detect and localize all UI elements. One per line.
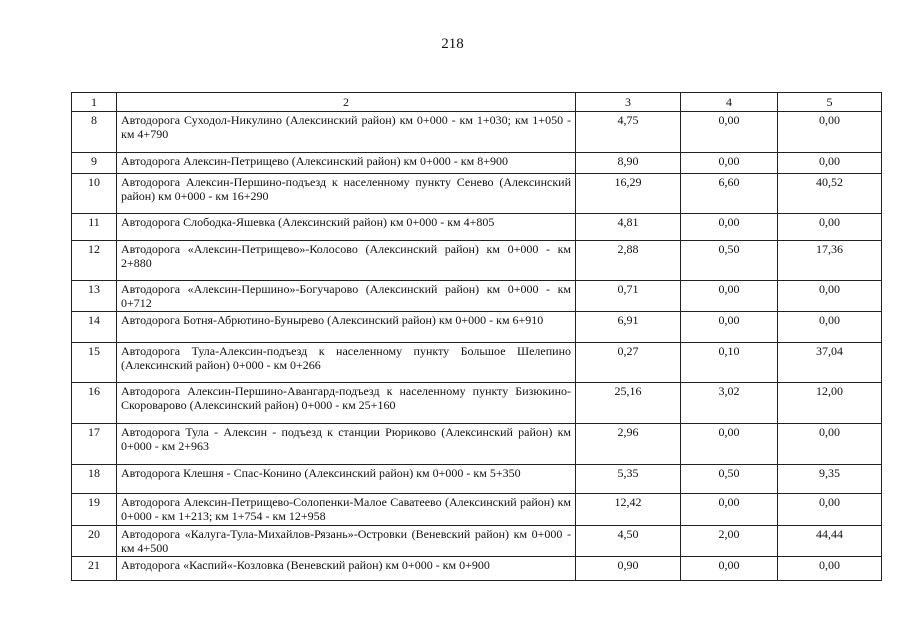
value-col-4: 0,00 bbox=[681, 112, 778, 153]
value-col-5: 40,52 bbox=[778, 174, 882, 214]
value-col-5: 0,00 bbox=[778, 494, 882, 526]
road-name: Автодорога Алексин-Першино-подъезд к населенному пункту Сенево (Алексинский район) км 0+000 - км 16+290 bbox=[117, 174, 576, 214]
value-col-3: 6,91 bbox=[576, 312, 681, 343]
road-name: Автодорога Ботня-Абрютино-Бунырево (Алексинский район) км 0+000 - км 6+910 bbox=[117, 312, 576, 343]
header-col-4: 4 bbox=[681, 93, 778, 112]
header-col-3: 3 bbox=[576, 93, 681, 112]
value-col-4: 0,50 bbox=[681, 241, 778, 281]
header-col-2: 2 bbox=[117, 93, 576, 112]
road-name: Автодорога «Каспий«-Козловка (Веневский район) км 0+000 - км 0+900 bbox=[117, 557, 576, 581]
value-col-5: 0,00 bbox=[778, 312, 882, 343]
table-row bbox=[72, 112, 882, 153]
value-col-3: 12,42 bbox=[576, 494, 681, 526]
table-row bbox=[72, 281, 882, 312]
value-col-3: 4,50 bbox=[576, 526, 681, 557]
road-name: Автодорога Тула-Алексин-подъезд к населенному пункту Большое Шелепино (Алексинский район) 0+000 - км 0+266 bbox=[117, 343, 576, 383]
value-col-5: 9,35 bbox=[778, 465, 882, 494]
value-col-4: 0,00 bbox=[681, 214, 778, 241]
value-col-5: 0,00 bbox=[778, 112, 882, 153]
table-row bbox=[72, 312, 882, 343]
value-col-3: 8,90 bbox=[576, 153, 681, 174]
road-name: Автодорога «Алексин-Першино»-Богучарово (Алексинский район) км 0+000 - км 0+712 bbox=[117, 281, 576, 312]
value-col-4: 6,60 bbox=[681, 174, 778, 214]
row-number: 13 bbox=[72, 281, 117, 312]
value-col-4: 0,00 bbox=[681, 424, 778, 465]
table-row bbox=[72, 153, 882, 174]
value-col-3: 0,71 bbox=[576, 281, 681, 312]
value-col-4: 0,50 bbox=[681, 465, 778, 494]
header-col-1: 1 bbox=[72, 93, 117, 112]
road-name: Автодорога Суходол-Никулино (Алексинский район) км 0+000 - км 1+030; км 1+050 - км 4+790 bbox=[117, 112, 576, 153]
table-row bbox=[72, 383, 882, 424]
row-number: 16 bbox=[72, 383, 117, 424]
value-col-4: 0,00 bbox=[681, 153, 778, 174]
page-number: 218 bbox=[441, 36, 464, 52]
table-row bbox=[72, 557, 882, 581]
row-number: 20 bbox=[72, 526, 117, 557]
value-col-4: 0,00 bbox=[681, 494, 778, 526]
value-col-3: 16,29 bbox=[576, 174, 681, 214]
row-number: 10 bbox=[72, 174, 117, 214]
value-col-5: 17,36 bbox=[778, 241, 882, 281]
header-col-5: 5 bbox=[778, 93, 882, 112]
value-col-4: 0,10 bbox=[681, 343, 778, 383]
value-col-5: 37,04 bbox=[778, 343, 882, 383]
road-name: Автодорога «Калуга-Тула-Михайлов-Рязань»-Островки (Веневский район) км 0+000 - км 4+500 bbox=[117, 526, 576, 557]
row-number: 9 bbox=[72, 153, 117, 174]
table-row bbox=[72, 526, 882, 557]
table-row bbox=[72, 174, 882, 214]
value-col-3: 4,81 bbox=[576, 214, 681, 241]
roads-table bbox=[71, 92, 882, 581]
row-number: 11 bbox=[72, 214, 117, 241]
road-name: Автодорога Слободка-Яшевка (Алексинский район) км 0+000 - км 4+805 bbox=[117, 214, 576, 241]
row-number: 15 bbox=[72, 343, 117, 383]
value-col-5: 0,00 bbox=[778, 424, 882, 465]
header-row bbox=[72, 93, 882, 112]
value-col-4: 0,00 bbox=[681, 281, 778, 312]
value-col-3: 0,27 bbox=[576, 343, 681, 383]
row-number: 17 bbox=[72, 424, 117, 465]
table-row bbox=[72, 494, 882, 526]
value-col-3: 5,35 bbox=[576, 465, 681, 494]
value-col-3: 2,88 bbox=[576, 241, 681, 281]
value-col-5: 0,00 bbox=[778, 281, 882, 312]
table-row bbox=[72, 241, 882, 281]
value-col-3: 0,90 bbox=[576, 557, 681, 581]
road-name: Автодорога Алексин-Петрищево (Алексинский район) км 0+000 - км 8+900 bbox=[117, 153, 576, 174]
value-col-5: 44,44 bbox=[778, 526, 882, 557]
value-col-4: 0,00 bbox=[681, 312, 778, 343]
row-number: 21 bbox=[72, 557, 117, 581]
row-number: 18 bbox=[72, 465, 117, 494]
row-number: 14 bbox=[72, 312, 117, 343]
road-name: Автодорога Тула - Алексин - подъезд к станции Рюриково (Алексинский район) км 0+000 - км 2+963 bbox=[117, 424, 576, 465]
road-name: Автодорога Алексин-Петрищево-Солопенки-Малое Саватеево (Алексинский район) км 0+000 - км 1+213; км 1+754 - км 12+958 bbox=[117, 494, 576, 526]
road-name: Автодорога Клешня - Спас-Конино (Алексинский район) км 0+000 - км 5+350 bbox=[117, 465, 576, 494]
value-col-5: 0,00 bbox=[778, 153, 882, 174]
value-col-3: 4,75 bbox=[576, 112, 681, 153]
table-row bbox=[72, 214, 882, 241]
table-row bbox=[72, 465, 882, 494]
value-col-5: 12,00 bbox=[778, 383, 882, 424]
value-col-4: 2,00 bbox=[681, 526, 778, 557]
value-col-3: 2,96 bbox=[576, 424, 681, 465]
table-row bbox=[72, 343, 882, 383]
row-number: 19 bbox=[72, 494, 117, 526]
road-name: Автодорога Алексин-Першино-Авангард-подъезд к населенному пункту Бизюкино-Скороварово (Алексинский район) 0+000 - км 25+160 bbox=[117, 383, 576, 424]
value-col-3: 25,16 bbox=[576, 383, 681, 424]
row-number: 12 bbox=[72, 241, 117, 281]
road-name: Автодорога «Алексин-Петрищево»-Колосово (Алексинский район) км 0+000 - км 2+880 bbox=[117, 241, 576, 281]
value-col-5: 0,00 bbox=[778, 557, 882, 581]
row-number: 8 bbox=[72, 112, 117, 153]
value-col-4: 3,02 bbox=[681, 383, 778, 424]
value-col-5: 0,00 bbox=[778, 214, 882, 241]
value-col-4: 0,00 bbox=[681, 557, 778, 581]
table-row bbox=[72, 424, 882, 465]
